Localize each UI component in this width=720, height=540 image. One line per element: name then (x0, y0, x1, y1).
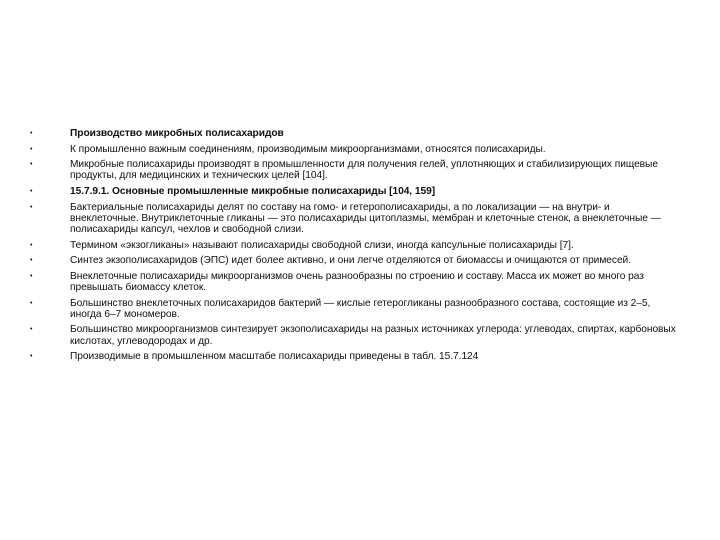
paragraph-text: Бактериальные полисахариды делят по составу на гомо- и гетерополисахариды, а по локализации — на внутри- и внеклеточные. Внутриклеточные гликаны — это полисахариды цитоплазмы, мембран и клеточные стенок, а внеклеточные — полисахариды капсул, чехлов и свободной слизи. (70, 201, 661, 235)
bullet-icon: • (30, 203, 33, 211)
bullet-icon: • (30, 241, 33, 249)
paragraph-text: Микробные полисахариды производят в промышленности для получения гелей, уплотняющих и стабилизирующих пищевые продукты, для медицинских и технических целей [104]. (70, 159, 658, 182)
paragraph-text: Синтез экзополисахаридов (ЭПС) идет более активно, и они легче отделяются от биомассы и очищаются от примесей. (70, 255, 631, 267)
bullet-icon: • (30, 187, 33, 195)
paragraph-text: Внеклеточные полисахариды микроорганизмов очень разнообразны по строению и составу. Масса их может во много раз превышать биомассу клеток. (70, 270, 644, 293)
list-item (30, 271, 678, 293)
list-item (30, 240, 678, 251)
bullet-icon: • (30, 299, 33, 307)
list-item (30, 186, 678, 197)
paragraph-text: Большинство микроорганизмов синтезирует экзополисахариды на разных источниках углерода: углеводах, спиртах, карбоновых кислотах, углеводородах и др. (70, 324, 676, 347)
bullet-icon: • (30, 272, 33, 280)
bullet-icon: • (30, 353, 33, 361)
paragraph-text: Большинство внеклеточных полисахаридов бактерий — кислые гетерогликаны разнообразного состава, состоящие из 2–5, иногда 6–7 мономеров. (70, 297, 651, 320)
list-item (30, 255, 678, 266)
bullet-icon: • (30, 130, 33, 137)
section-heading-text: 15.7.9.1. Основные промышленные микробные полисахариды [104, 159] (70, 185, 436, 197)
paragraph-text: К промышленно важным соединениям, производимым микроорганизмами, относятся полисахариды. (70, 143, 546, 155)
paragraph-text: Производимые в промышленном масштабе полисахариды приведены в табл. 15.7.124 (70, 351, 479, 363)
list-item (30, 159, 678, 181)
bullet-icon: • (30, 257, 33, 265)
bullet-icon: • (30, 145, 33, 153)
list-item (30, 144, 678, 155)
list-item (30, 351, 678, 362)
bullet-icon: • (30, 161, 33, 169)
bullet-icon: • (30, 326, 33, 334)
heading-text: Производство микробных полисахаридов (70, 128, 284, 139)
list-item (30, 324, 678, 346)
bullet-list (30, 128, 678, 367)
list-item (30, 298, 678, 320)
list-item (30, 202, 678, 236)
list-item (30, 128, 678, 139)
paragraph-text: Термином «экзогликаны» называют полисахариды свободной слизи, иногда капсульные полисахариды [7]. (70, 239, 574, 251)
